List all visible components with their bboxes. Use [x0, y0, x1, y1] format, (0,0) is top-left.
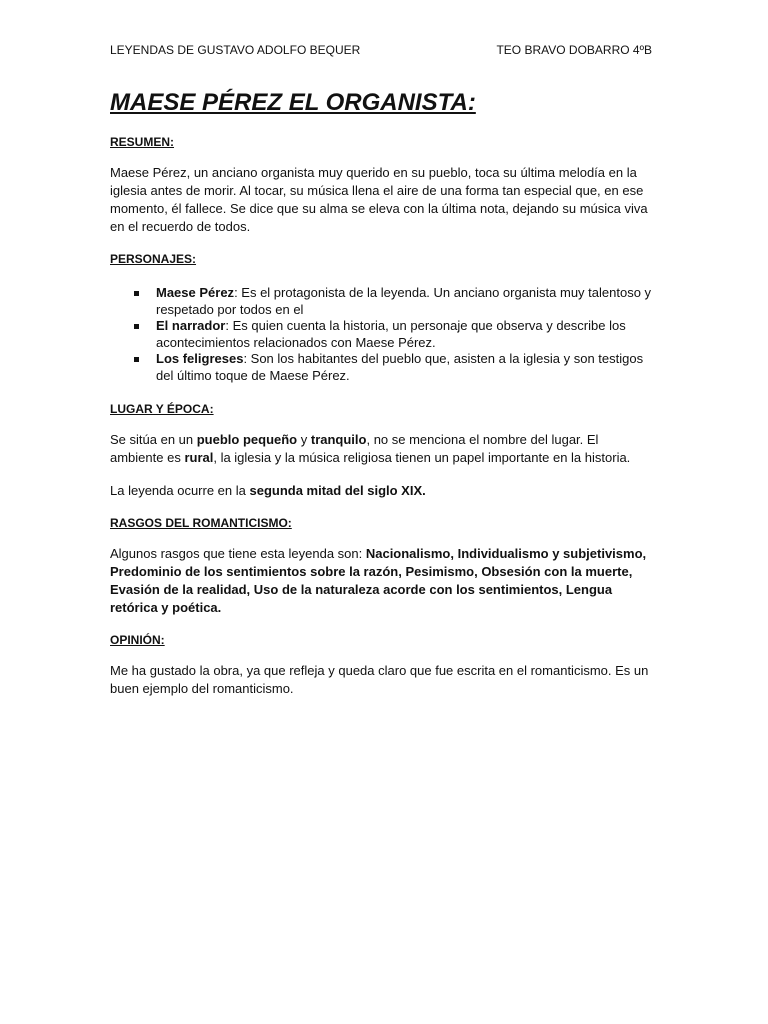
document-page: [110, 42, 652, 713]
personaje-name: Maese Pérez: [156, 285, 235, 300]
bullet-icon: [134, 291, 139, 296]
lugar-bold-rural: rural: [184, 450, 214, 465]
rasgos-list: Nacionalismo, Individualismo y subjetivismo, Predominio de los sentimientos sobre la razón, Pesimismo, Obsesión con la muerte, Evasión de la realidad, Uso de la naturaleza acorde con los sentimientos, Lengua retórica y poética.: [110, 546, 647, 615]
epoca-bold: segunda mitad del siglo XIX.: [249, 483, 426, 498]
list-item: [110, 285, 652, 318]
epoca-text-part: La leyenda ocurre en la: [110, 483, 250, 498]
header-left: LEYENDAS DE GUSTAVO ADOLFO BEQUER: [110, 43, 361, 57]
page-header: [110, 42, 652, 58]
bullet-icon: [134, 357, 139, 362]
header-right: TEO BRAVO DOBARRO 4ºB: [496, 43, 652, 57]
resumen-text: Maese Pérez, un anciano organista muy querido en su pueblo, toca su última melodía en la iglesia antes de morir. Al tocar, su música llena el aire de una forma tan especial que, en ese momento, él fallece. Se dice que su alma se eleva con la última nota, dejando su música viva en el recuerdo de todos.: [110, 165, 648, 234]
heading-resumen: RESUMEN:: [110, 135, 175, 149]
lugar-bold-tranquilo: tranquilo: [310, 432, 367, 447]
lugar-text-part: Se sitúa en un: [110, 432, 197, 447]
heading-personajes: PERSONAJES:: [110, 252, 197, 266]
bullet-icon: [134, 324, 139, 329]
lugar-text-part: , la iglesia y la música religiosa tienen un papel importante en la historia.: [213, 450, 631, 465]
personaje-desc: : Es el protagonista de la leyenda. Un anciano organista muy talentoso y respetado por todos en el: [156, 285, 652, 317]
rasgos-text: [110, 545, 652, 617]
lugar-text-part: y: [297, 432, 311, 447]
heading-rasgos: RASGOS DEL ROMANTICISMO:: [110, 516, 292, 530]
personaje-name: El narrador: [156, 318, 226, 333]
lugar-bold-pueblo: pueblo pequeño: [196, 432, 298, 447]
epoca-text: [110, 482, 652, 500]
lugar-text: [110, 431, 652, 467]
personaje-name: Los feligreses: [156, 351, 244, 366]
heading-lugar: LUGAR Y ÉPOCA:: [110, 402, 214, 416]
document-title: MAESE PÉREZ EL ORGANISTA:: [110, 89, 476, 116]
heading-opinion: OPINIÓN:: [110, 633, 165, 647]
personajes-list: [110, 285, 652, 384]
opinion-text: Me ha gustado la obra, ya que refleja y queda claro que fue escrita en el romanticismo. Es un buen ejemplo del romanticismo.: [110, 663, 649, 696]
lugar-text-part: , no se menciona el nombre del lugar. El ambiente es: [110, 432, 599, 465]
rasgos-intro: Algunos rasgos que tiene esta leyenda son:: [110, 546, 366, 561]
personaje-desc: : Es quien cuenta la historia, un personaje que observa y describe los acontecimientos relacionados con Maese Pérez.: [156, 318, 626, 350]
personaje-desc: : Son los habitantes del pueblo que, asisten a la iglesia y son testigos del último toque de Maese Pérez.: [156, 351, 644, 383]
list-item: [110, 351, 652, 384]
list-item: [110, 318, 652, 351]
